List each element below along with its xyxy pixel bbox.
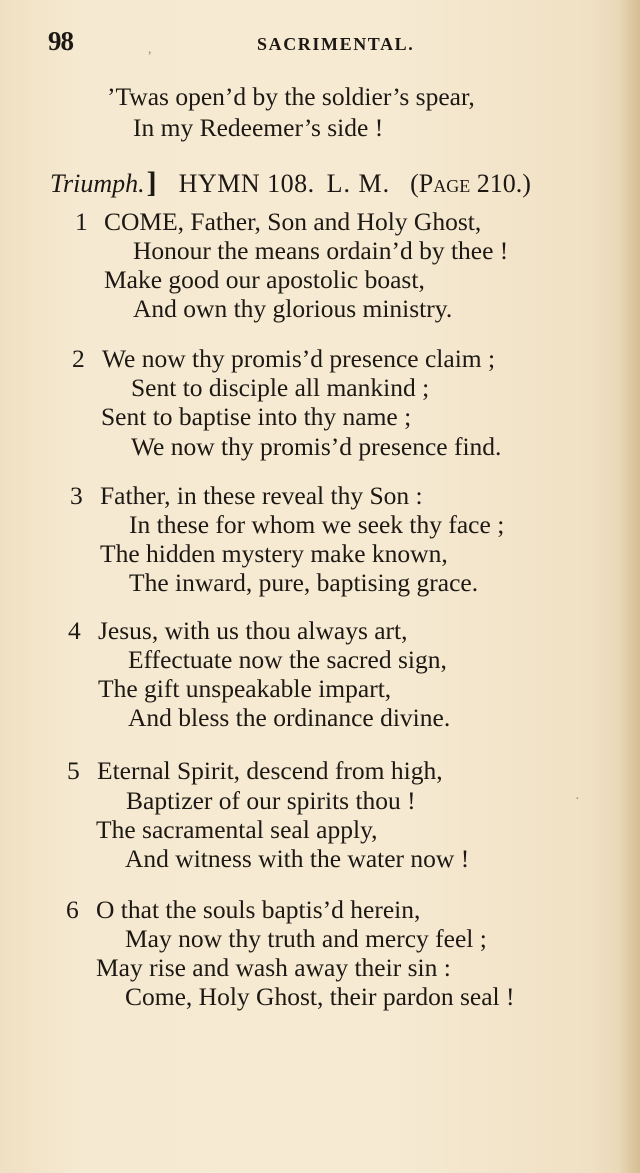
page-number: 98	[48, 26, 73, 56]
stanza-line: The inward, pure, baptising grace.	[129, 568, 479, 597]
stanza-line: We now thy promis’d presence claim ;	[102, 344, 496, 373]
stanza-line: And witness with the water now !	[125, 844, 470, 873]
stanza-number: 5	[67, 756, 80, 785]
stanza-line: O that the souls baptis’d herein,	[96, 895, 421, 924]
carryover-line: ’Twas open’d by the soldier’s spear,	[107, 82, 475, 111]
stanza-line: And bless the ordinance divine.	[128, 703, 451, 732]
hymn-title: HYMN 108.	[178, 169, 315, 198]
print-speck: ·	[575, 792, 580, 807]
stanza-line: The hidden mystery make known,	[100, 539, 448, 568]
stanza-number: 3	[70, 481, 83, 510]
stanza-line: And own thy glorious ministry.	[133, 294, 453, 323]
stanza-line: Make good our apostolic boast,	[104, 265, 425, 294]
stanza-line: Father, in these reveal thy Son :	[100, 481, 423, 510]
stanza-line: Eternal Spirit, descend from high,	[97, 756, 443, 785]
stanza-line: The sacramental seal apply,	[96, 815, 378, 844]
stanza-number: 6	[66, 895, 79, 924]
carryover-line: In my Redeemer’s side !	[133, 113, 384, 142]
stanza-line: In these for whom we seek thy face ;	[129, 510, 505, 539]
stanza-number: 4	[68, 616, 81, 645]
stanza-line: Come, Holy Ghost, their pardon seal !	[125, 982, 515, 1011]
stanza-line: Honour the means ordain’d by thee !	[133, 236, 509, 265]
page-edge-shadow	[618, 0, 640, 1173]
print-speck: ,	[148, 42, 152, 57]
stanza-line: The gift unspeakable impart,	[98, 674, 392, 703]
stanza-number: 1	[75, 207, 88, 236]
tune-name: Triumph.	[50, 169, 145, 198]
stanza-line: Sent to disciple all mankind ;	[131, 373, 430, 402]
stanza-line: May rise and wash away their sin :	[96, 953, 451, 982]
page-reference: (Page 210.)	[410, 169, 531, 198]
stanza-number: 2	[72, 344, 85, 373]
stanza-line: May now thy truth and mercy feel ;	[125, 924, 487, 953]
stanza-line: COME, Father, Son and Holy Ghost,	[104, 207, 482, 236]
stanza-line: Baptizer of our spirits thou !	[126, 786, 416, 815]
stanza-line: Sent to baptise into thy name ;	[101, 402, 412, 431]
running-head: SACRIMENTAL.	[257, 34, 415, 54]
stanza-line: Jesus, with us thou always art,	[98, 616, 408, 645]
stanza-line: We now thy promis’d presence find.	[131, 432, 502, 461]
hymn-meter: L. M.	[326, 169, 391, 198]
hymn-header	[50, 168, 531, 199]
stanza-line: Effectuate now the sacred sign,	[128, 645, 447, 674]
tune-bracket: ]	[146, 166, 157, 199]
